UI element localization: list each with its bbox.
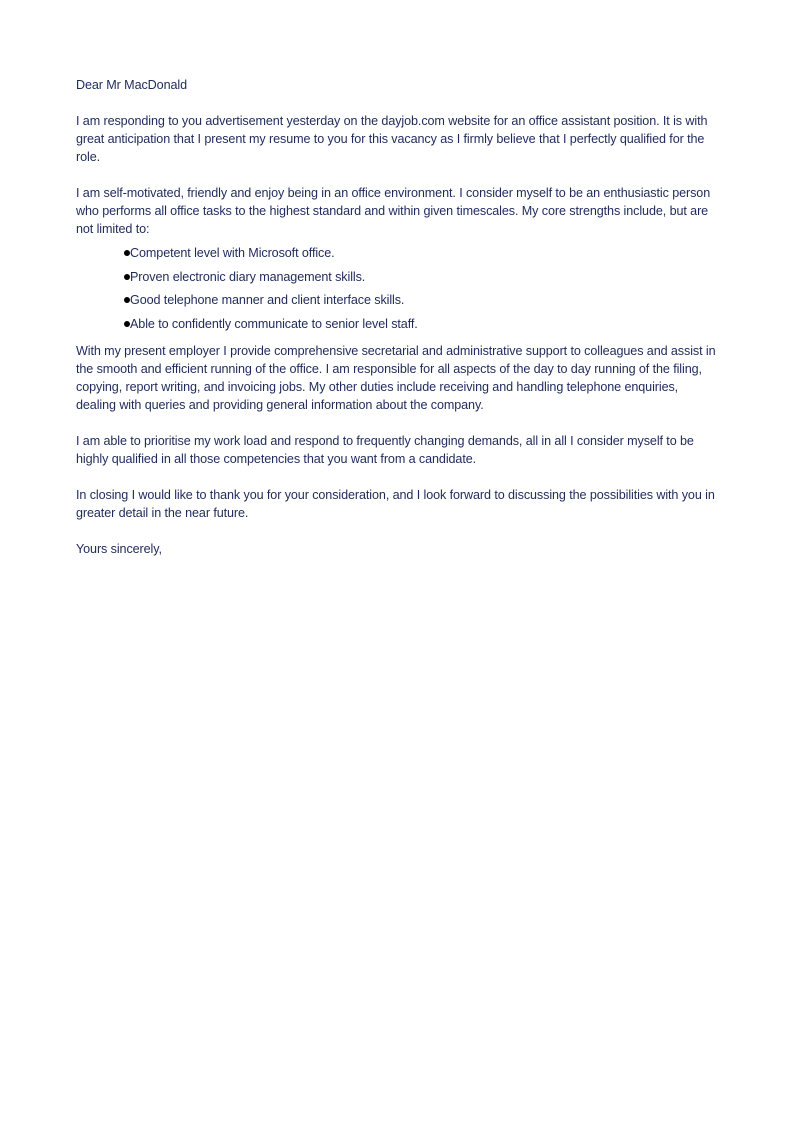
list-item-text: Good telephone manner and client interface skills. — [130, 293, 405, 307]
sign-off: Yours sincerely, — [76, 542, 162, 556]
cover-letter — [76, 76, 716, 558]
salutation: Dear Mr MacDonald — [76, 78, 187, 92]
bullet-icon — [124, 274, 130, 280]
bullet-icon — [124, 297, 130, 303]
list-item — [124, 268, 716, 292]
list-item — [124, 291, 716, 315]
paragraph-qualifications: I am able to prioritise my work load and respond to frequently changing demands, all in all I consider myself to be highly qualified in all those competencies that you want from a candidate. — [76, 434, 694, 466]
strengths-list — [76, 244, 716, 338]
list-item-text: Able to confidently communicate to senior level staff. — [130, 316, 418, 331]
list-item-text: Competent level with Microsoft office. — [130, 246, 335, 260]
list-item — [124, 244, 716, 268]
bullet-icon — [124, 321, 130, 327]
paragraph-self-description: I am self-motivated, friendly and enjoy being in an office environment. I consider myself to be an enthusiastic person who performs all office tasks to the highest standard and within given timescales. My core strengths include, but are not limited to: — [76, 186, 711, 236]
paragraph-intro: I am responding to you advertisement yesterday on the dayjob.com website for an office assistant position. It is with great anticipation that I present my resume to you for this vacancy as I firmly believe that I perfectly qualified for the role. — [76, 114, 708, 164]
list-item — [124, 315, 716, 339]
list-item-text: Proven electronic diary management skills. — [130, 269, 366, 284]
bullet-icon — [124, 250, 130, 256]
paragraph-experience: With my present employer I provide comprehensive secretarial and administrative support to colleagues and assist in the smooth and efficient running of the office. I am responsible for all aspects of the day to day running of the filing, copying, report writing, and invoicing jobs. My other duties include receiving and handling telephone enquiries, dealing with queries and providing general information about the company. — [76, 344, 716, 412]
paragraph-closing-remarks: In closing I would like to thank you for your consideration, and I look forward to discussing the possibilities with you in greater detail in the near future. — [76, 488, 715, 520]
